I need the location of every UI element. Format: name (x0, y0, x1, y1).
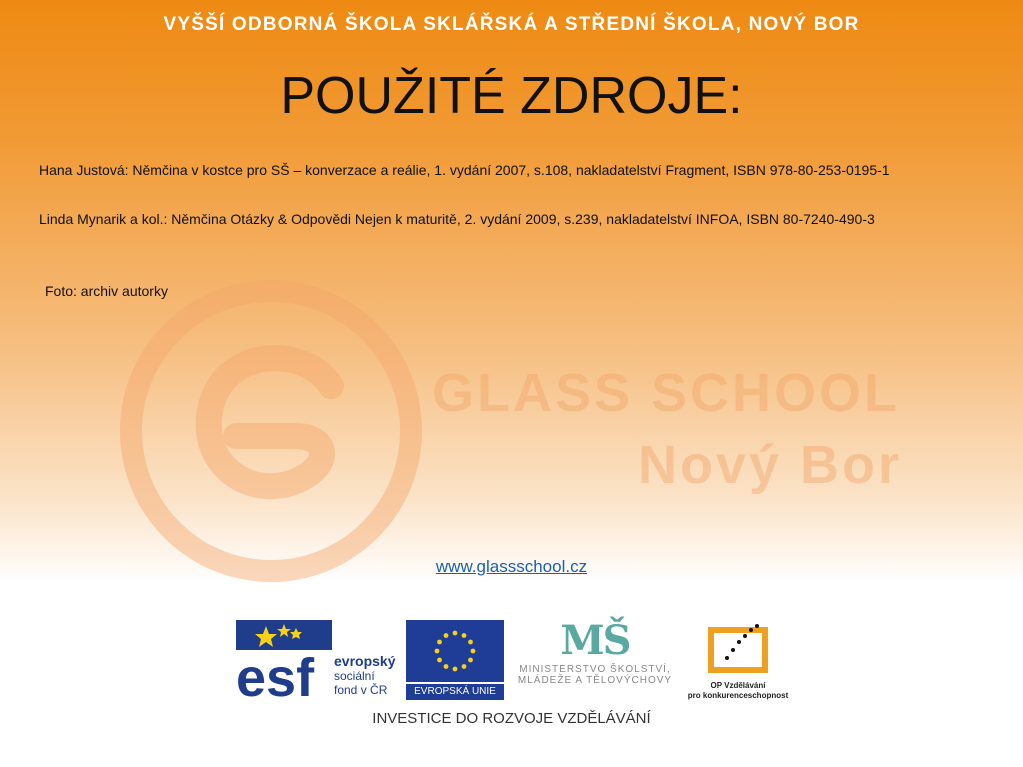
reference-item-2: Linda Mynarik a kol.: Němčina Otázky & Odpovědi Nejen k maturitě, 2. vydání 2009, s.239, nakladatelství INFOA, ISBN 80-7240-490-3 (39, 211, 875, 227)
msmt-mark-icon: MŠ (560, 617, 630, 664)
esf-line-1: evropský (334, 653, 396, 669)
esf-text (334, 654, 395, 697)
footer-slogan: INVESTICE DO ROZVOJE VZDĚLÁVÁNÍ (372, 710, 651, 727)
esf-stars-icon (236, 620, 332, 698)
page-title: POUŽITÉ ZDROJE: (280, 67, 743, 125)
op-line-1: OP Vzdělávání (710, 681, 766, 690)
msmt-logo (510, 618, 680, 702)
sponsor-logos-bar (236, 618, 796, 702)
esf-line-3: fond v ČR (334, 683, 388, 697)
eu-flag-icon (406, 620, 504, 682)
school-name-header: VYŠŠÍ ODBORNÁ ŠKOLA SKLÁŘSKÁ A STŘEDNÍ ŠKOLA, NOVÝ BOR (163, 14, 860, 35)
photo-credit: Foto: archiv autorky (45, 283, 168, 299)
eu-logo (406, 620, 504, 700)
watermark-text-glass-school: GLASS SCHOOL (432, 363, 901, 423)
msmt-line-2: MLÁDEŽE A TĚLOVÝCHOVY (517, 675, 673, 686)
esf-logo (236, 620, 406, 698)
msmt-line-1: MINISTERSTVO ŠKOLSTVÍ, (519, 664, 671, 675)
glass-school-watermark-logo-icon (116, 276, 426, 586)
esf-mark: esf (236, 648, 315, 698)
reference-item-1: Hana Justová: Němčina v kostce pro SŠ – konverzace a reálie, 1. vydání 2007, s.108, nakladatelství Fragment, ISBN 978-80-253-0195-1 (39, 162, 890, 178)
eu-label: EVROPSKÁ UNIE (406, 684, 504, 700)
website-link[interactable]: www.glassschool.cz (435, 557, 588, 576)
watermark-text-novy-bor: Nový Bor (638, 435, 903, 495)
op-vzdelavani-logo (682, 620, 794, 702)
esf-line-2: sociální (334, 669, 375, 683)
op-line-2: pro konkurenceschopnost (687, 691, 789, 700)
op-cycle-icon (703, 620, 773, 676)
